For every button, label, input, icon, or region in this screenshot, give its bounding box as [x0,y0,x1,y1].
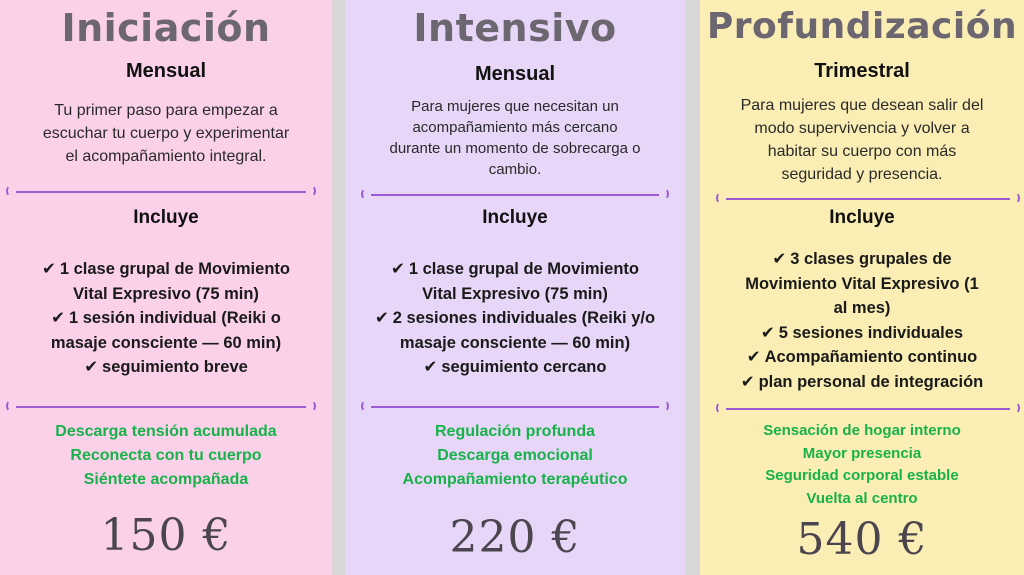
benefit-item: Descarga emocional [437,447,593,464]
benefit-item: Reconecta con tu cuerpo [70,447,262,464]
benefit-item: Descarga tensión acumulada [55,423,277,440]
benefit-item: Mayor presencia [802,444,922,462]
plan-title: Profundización [706,6,1018,47]
plan-card-iniciacion [0,0,332,575]
benefit-item: Seguridad corporal estable [765,467,959,484]
feature-item: al mes) [833,299,891,317]
plan-title: Iniciación [61,6,271,50]
divider [720,402,1016,416]
divider [365,188,665,202]
feature-item: Vital Expresivo (75 min) [73,284,259,303]
feature-item: ✔ 5 sesiones individuales [760,323,964,342]
feature-item: Vital Expresivo (75 min) [422,284,608,303]
feature-item: ✔ 3 clases grupales de [772,250,952,268]
divider [10,185,312,199]
feature-item: ✔ Acompañamiento continuo [746,348,978,366]
plan-period: Mensual [125,60,207,82]
benefit-list [706,420,1018,510]
check-icon: ✔ [42,260,56,278]
plan-price: 220 € [449,512,581,563]
feature-item: masaje consciente — 60 min) [50,333,282,352]
check-icon: ✔ [84,358,99,376]
divider [720,192,1016,206]
benefit-item: Acompañamiento terapéutico [402,471,628,488]
benefit-item: Vuelta al centro [806,489,918,507]
check-icon: ✔ [51,309,65,327]
divider [365,400,665,414]
feature-item: masaje consciente — 60 min) [399,333,631,352]
plan-description: Para mujeres que desean salir del modo supervivencia y volver a habitar su cuerpo con más seguridad y presencia. [740,97,984,183]
check-icon: ✔ [740,372,755,391]
check-icon: ✔ [374,309,389,327]
plan-description: Tu primer paso para empezar a escuchar tu cuerpo y experimentar el acompañamiento integral. [42,102,290,165]
includes-heading: Incluye [829,207,895,228]
plan-description: Para mujeres que necesitan un acompañamiento más cercano durante un momento de sobrecarga o cambio. [389,98,641,178]
check-icon: ✔ [760,323,775,342]
benefit-item: Sensación de hogar interno [763,422,961,439]
feature-item: ✔ seguimiento breve [84,358,248,376]
feature-list [10,257,322,380]
plan-card-profundizacion [700,0,1024,575]
includes-heading: Incluye [482,207,548,228]
feature-item: ✔ 1 clase grupal de Movimiento [391,260,639,278]
check-icon: ✔ [746,348,761,366]
benefit-list [351,420,679,492]
check-icon: ✔ [772,250,787,268]
includes-heading: Incluye [133,207,199,228]
feature-item: ✔ 1 sesión individual (Reiki o [51,309,281,327]
benefit-item: Regulación profunda [435,423,595,440]
feature-item: ✔ plan personal de integración [740,372,984,391]
plan-price: 150 € [100,510,232,561]
check-icon: ✔ [391,260,405,278]
benefit-item: Siéntete acompañada [83,471,249,488]
plan-period: Trimestral [814,60,910,82]
divider [10,400,312,414]
feature-item: ✔ 2 sesiones individuales (Reiki y/o [374,309,656,327]
feature-item: ✔ 1 clase grupal de Movimiento [42,260,290,278]
check-icon: ✔ [423,358,438,376]
benefit-list [6,420,326,492]
feature-item: ✔ seguimiento cercano [423,358,607,376]
feature-list [710,247,1014,394]
feature-item: Movimiento Vital Expresivo (1 [745,274,979,293]
plan-price: 540 € [796,514,928,565]
plan-title: Intensivo [413,6,617,50]
plan-period: Mensual [474,63,556,85]
plan-card-intensivo [345,0,685,575]
feature-list [355,257,675,380]
